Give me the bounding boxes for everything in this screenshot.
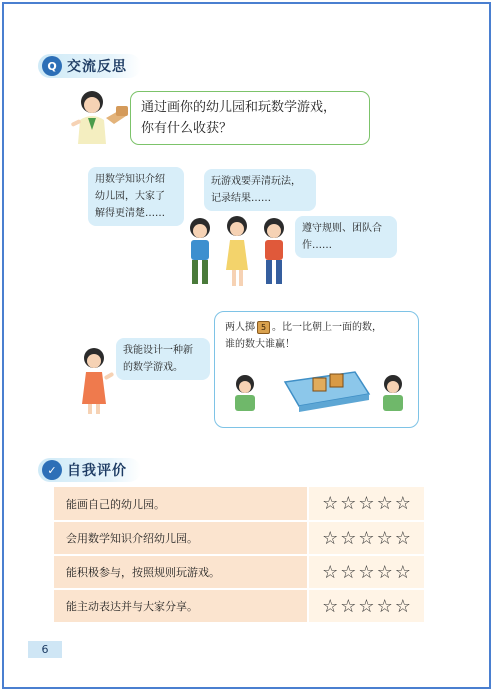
star-icon[interactable]: ☆ xyxy=(376,493,393,514)
chat-icon: Q xyxy=(42,56,62,76)
star-icon[interactable]: ☆ xyxy=(340,595,357,617)
self-eval-table xyxy=(54,487,424,624)
dice-game-instructions xyxy=(225,319,415,353)
table-row xyxy=(54,521,424,555)
bubble-line: 的数学游戏。 xyxy=(123,362,183,373)
bubble-line: 记录结果…… xyxy=(211,193,271,204)
star-icon[interactable]: ☆ xyxy=(376,527,393,549)
speech-bubble-new-game xyxy=(116,338,210,380)
star-icon[interactable]: ☆ xyxy=(358,561,375,583)
bubble-line: 解得更清楚…… xyxy=(95,208,165,219)
dice-game-illustration xyxy=(227,360,409,424)
eval-label: 能积极参与，按照规则玩游戏。 xyxy=(54,555,308,589)
table-row xyxy=(54,555,424,589)
star-icon[interactable]: ☆ xyxy=(394,561,411,583)
bubble-line: 我能设计一种新 xyxy=(123,345,193,356)
table-row xyxy=(54,589,424,623)
star-icon[interactable]: ☆ xyxy=(394,595,411,617)
teacher-question-bubble xyxy=(130,91,370,145)
star-icon[interactable]: ☆ xyxy=(376,561,393,583)
star-icon[interactable]: ☆ xyxy=(376,595,393,617)
bubble-line: 作…… xyxy=(302,240,332,251)
dice-game-panel xyxy=(214,311,419,428)
star-icon[interactable]: ☆ xyxy=(358,493,375,514)
star-icon[interactable]: ☆ xyxy=(394,527,411,549)
bubble-line: 玩游戏要弄清玩法， xyxy=(211,176,301,187)
star-icon[interactable]: ☆ xyxy=(358,595,375,617)
teacher-illustration xyxy=(68,88,130,144)
table-row xyxy=(54,487,424,521)
page-number: 6 xyxy=(28,641,62,658)
teacher-question-line-1: 通过画你的幼儿园和玩数学游戏， xyxy=(141,100,337,115)
star-icon[interactable]: ☆ xyxy=(340,493,357,514)
star-icon[interactable]: ☆ xyxy=(322,595,339,617)
dice-text-1: 两人掷 xyxy=(225,322,255,333)
star-icon[interactable]: ☆ xyxy=(340,561,357,583)
person-check-icon: ✓ xyxy=(42,460,62,480)
teacher-question-line-2: 你有什么收获？ xyxy=(141,121,233,136)
star-rating[interactable] xyxy=(308,555,424,589)
dice-text-2: 。比一比朝上一面的数， xyxy=(272,322,382,333)
dice-icon: 5 xyxy=(257,321,270,334)
star-icon[interactable]: ☆ xyxy=(322,561,339,583)
star-icon[interactable]: ☆ xyxy=(358,527,375,549)
bubble-line: 幼儿园，大家了 xyxy=(95,191,165,202)
speech-bubble-introduce xyxy=(88,167,184,226)
three-children-illustration xyxy=(182,212,292,290)
girl-illustration xyxy=(76,346,116,416)
reflection-title: 交流反思 xyxy=(67,59,127,75)
self-eval-title: 自我评价 xyxy=(67,463,127,479)
star-icon[interactable]: ☆ xyxy=(340,527,357,549)
eval-label: 能画自己的幼儿园。 xyxy=(54,487,308,521)
star-icon[interactable]: ☆ xyxy=(322,493,339,514)
star-icon[interactable]: ☆ xyxy=(322,527,339,549)
star-rating[interactable] xyxy=(308,589,424,623)
star-icon[interactable]: ☆ xyxy=(394,493,411,514)
star-rating[interactable] xyxy=(308,487,424,521)
bubble-line: 遵守规则、团队合 xyxy=(302,223,382,234)
speech-bubble-rules xyxy=(204,169,316,211)
star-rating[interactable] xyxy=(308,521,424,555)
eval-label: 能主动表达并与大家分享。 xyxy=(54,589,308,623)
speech-bubble-teamwork xyxy=(295,216,397,258)
dice-text-3: 谁的数大谁赢！ xyxy=(225,339,295,350)
reflection-section-header xyxy=(38,54,141,78)
bubble-line: 用数学知识介绍 xyxy=(95,174,165,185)
eval-label: 会用数学知识介绍幼儿园。 xyxy=(54,521,308,555)
self-eval-section-header xyxy=(38,458,141,482)
